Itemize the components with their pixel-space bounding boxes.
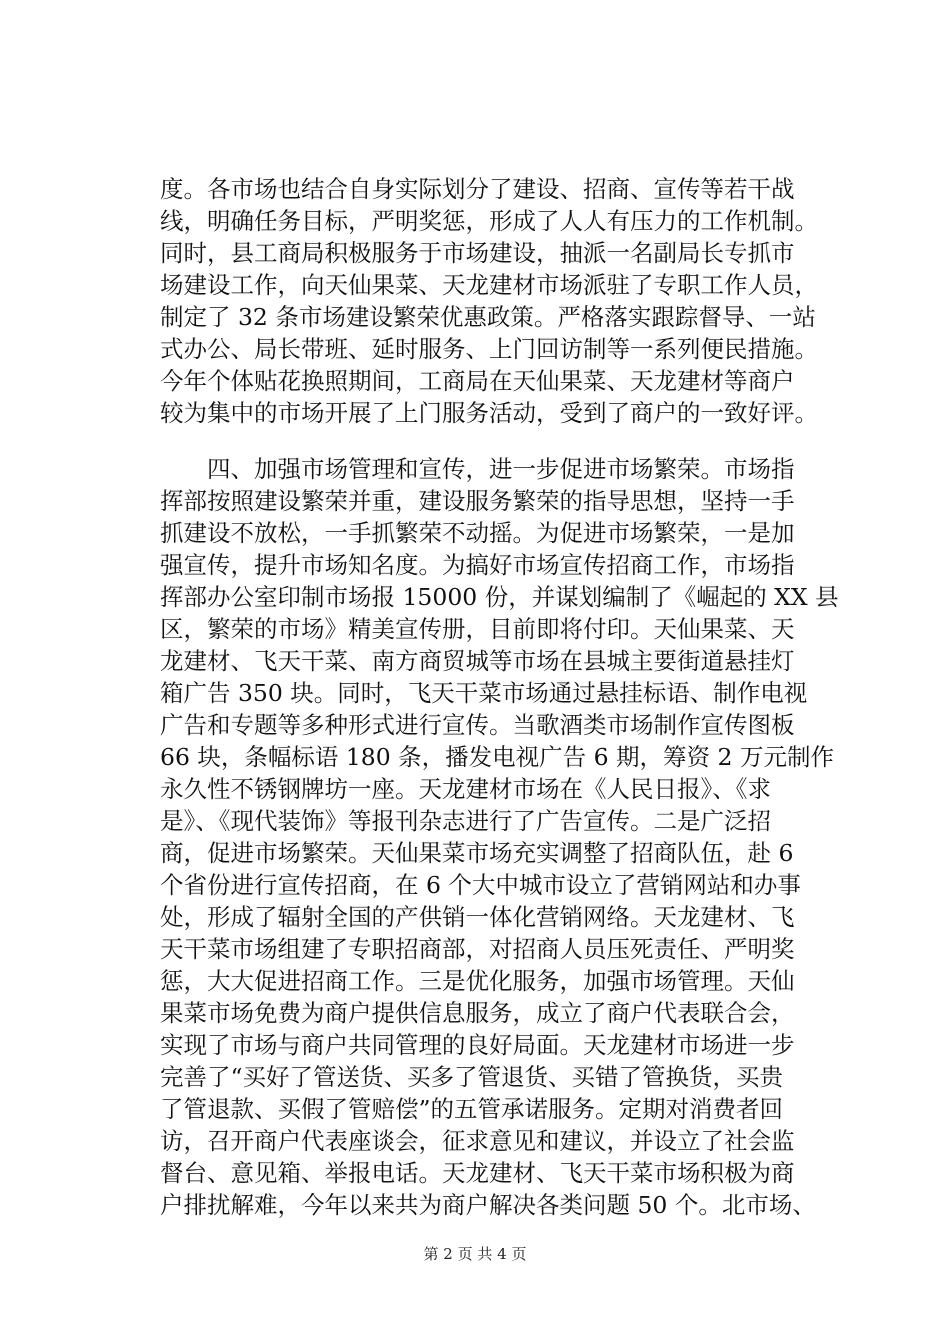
text-line: 完善了“买好了管送货、买多了管退货、买错了管换货，买贵 (160, 1063, 784, 1091)
text-line: 是》、《现代装饰》等报刊杂志进行了广告宣传。二是广泛招 (160, 807, 771, 835)
text-line: 果菜市场免费为商户提供信息服务，成立了商户代表联合会， (160, 999, 795, 1027)
paragraph-1 (160, 173, 860, 429)
text-line: 制定了 32 条市场建设繁荣优惠政策。严格落实跟踪督导、一站 (160, 303, 816, 331)
paragraph-2 (160, 453, 860, 1221)
page-footer: 第 2 页 共 4 页 (423, 1245, 527, 1263)
text-line: 较为集中的市场开展了上门服务活动，受到了商户的一致好评。 (160, 399, 818, 427)
text-line: 户排扰解难，今年以来共为商户解决各类问题 50 个。北市场、 (160, 1191, 816, 1219)
text-line: 个省份进行宣传招商，在 6 个大中城市设立了营销网站和办事 (160, 871, 801, 899)
text-line: 场建设工作，向天仙果菜、天龙建材市场派驻了专职工作人员， (160, 271, 818, 299)
text-line: 广告和专题等多种形式进行宣传。当歌酒类市场制作宣传图板 (160, 711, 795, 739)
text-line: 区，繁荣的市场》精美宣传册，目前即将付印。天仙果菜、天 (160, 615, 795, 643)
text-line: 度。各市场也结合自身实际划分了建设、招商、宣传等若干战 (160, 175, 795, 203)
text-line: 线，明确任务目标，严明奖惩，形成了人人有压力的工作机制。 (160, 207, 818, 235)
text-line: 式办公、局长带班、延时服务、上门回访制等一系列便民措施。 (160, 335, 818, 363)
text-line: 挥部按照建设繁荣并重，建设服务繁荣的指导思想，坚持一手 (160, 487, 795, 515)
text-line: 永久性不锈钢牌坊一座。天龙建材市场在《人民日报》、《求 (160, 775, 771, 803)
text-line: 今年个体贴花换照期间，工商局在天仙果菜、天龙建材等商户 (160, 367, 795, 395)
text-line: 龙建材、飞天干菜、南方商贸城等市场在县城主要街道悬挂灯 (160, 647, 795, 675)
text-line: 强宣传，提升市场知名度。为搞好市场宣传招商工作，市场指 (160, 551, 795, 579)
text-line: 了管退款、买假了管赔偿”的五管承诺服务。定期对消费者回 (160, 1095, 784, 1123)
text-line: 箱广告 350 块。同时，飞天干菜市场通过悬挂标语、制作电视 (160, 679, 808, 707)
text-line: 挥部办公室印制市场报 15000 份，并谋划编制了《崛起的 XX 县 (160, 583, 839, 611)
text-line: 同时，县工商局积极服务于市场建设，抽派一名副局长专抓市 (160, 239, 795, 267)
text-line: 商，促进市场繁荣。天仙果菜市场充实调整了招商队伍，赴 6 (160, 839, 794, 867)
text-line: 天干菜市场组建了专职招商部，对招商人员压死责任、严明奖 (160, 935, 795, 963)
text-line: 督台、意见箱、举报电话。天龙建材、飞天干菜市场积极为商 (160, 1159, 795, 1187)
text-line: 处，形成了辐射全国的产供销一体化营销网络。天龙建材、飞 (160, 903, 795, 931)
text-line: 惩，大大促进招商工作。三是优化服务，加强市场管理。天仙 (160, 967, 795, 995)
text-line: 实现了市场与商户共同管理的良好局面。天龙建材市场进一步 (160, 1031, 795, 1059)
text-line: 抓建设不放松，一手抓繁荣不动摇。为促进市场繁荣，一是加 (160, 519, 795, 547)
text-line: 访，召开商户代表座谈会，征求意见和建议，并设立了社会监 (160, 1127, 795, 1155)
text-line: 四、加强市场管理和宣传，进一步促进市场繁荣。市场指 (160, 455, 795, 483)
text-line: 66 块，条幅标语 180 条，播发电视广告 6 期，筹资 2 万元制作 (160, 743, 834, 771)
